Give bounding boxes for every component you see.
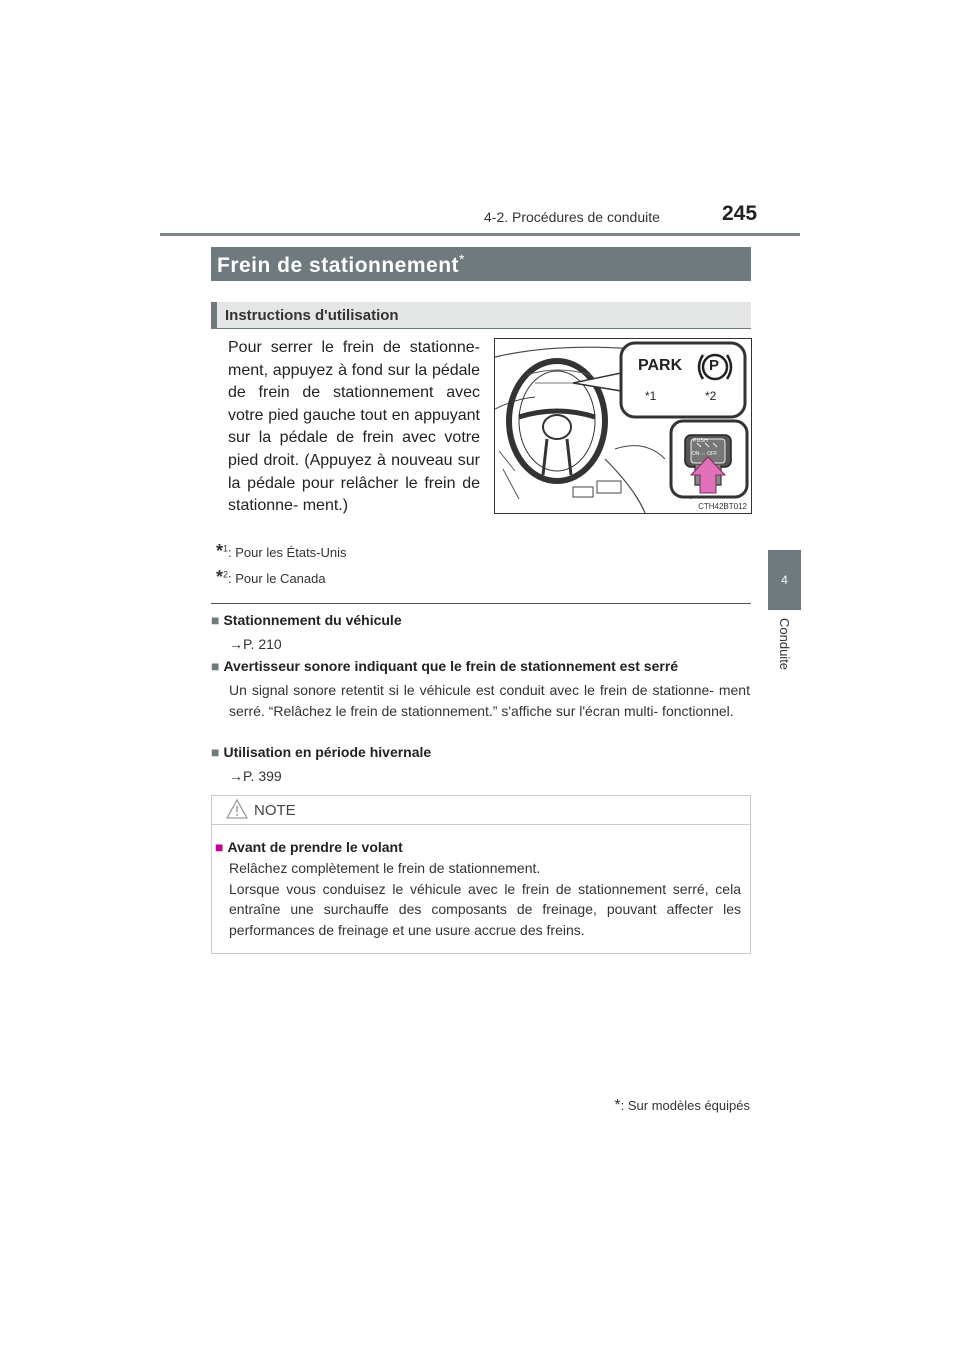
footnote-2-text: : Pour le Canada — [228, 571, 326, 586]
item-title-winter: ■ Utilisation en période hivernale — [211, 744, 432, 760]
item-body-buzzer: Un signal sonore retentit si le véhicule est conduit avec le frein de stationne- ment serré. “Relâchez le frein de stationnement.” s'affiche sur l'écran multi- fonctionnel. — [229, 682, 750, 719]
footnote-1-marker: * — [216, 541, 224, 561]
intro-paragraph: Pour serrer le frein de stationne- ment, appuyez à fond sur la pédale de frein de stationnement avec votre pied gauche tout en appuyant sur la pédale de frein avec votre pied droit. (Appuyez à nouveau sur la pédale pour relâcher le frein de stationne- ment.) — [228, 339, 480, 515]
chapter-tab-label — [768, 618, 801, 688]
item-title-parking: ■ Stationnement du véhicule — [211, 612, 402, 628]
note-line-2: Lorsque vous conduisez le véhicule avec le frein de stationnement serré, cela entraîne une surchauffe des composants de freinage, pouvant affecter les performances de freinage et une usure accrue des freins. — [229, 880, 741, 938]
note-title-text: Avant de prendre le volant — [227, 839, 403, 855]
subheading-accent — [211, 302, 217, 328]
p-brake-symbol-icon — [697, 349, 733, 385]
item-body-parking-ref: →P. 210 — [229, 636, 282, 652]
footnote-1-num: 1 — [223, 543, 229, 554]
footnote-1 — [216, 541, 347, 562]
header-rule — [160, 233, 800, 236]
section-title-text: Frein de stationnement — [217, 254, 460, 277]
item-title-winter-text: Utilisation en période hivernale — [223, 744, 432, 760]
note-line-1: Relâchez complètement le frein de stationnement. — [229, 860, 541, 876]
footnote-1-text: : Pour les États-Unis — [228, 545, 347, 560]
footer-text: : Sur modèles équipés — [620, 1098, 750, 1113]
chapter-tab-number: 4 — [768, 550, 801, 610]
section-title-marker: * — [459, 251, 465, 267]
pedal-text-onoff: ON ⇔ OFF — [692, 451, 718, 457]
item-title-buzzer: ■ Avertisseur sonore indiquant que le frein de stationnement est serré — [211, 658, 679, 674]
section-title — [217, 251, 465, 278]
running-header-section: 4-2. Procédures de conduite — [484, 209, 660, 225]
parking-brake-figure — [494, 338, 752, 514]
pedal-text-push: PUSH — [693, 438, 709, 444]
item-title-buzzer-text: Avertisseur sonore indiquant que le frein de stationnement est serré — [223, 658, 679, 674]
note-title: ■ Avant de prendre le volant — [215, 839, 403, 855]
figure-code: CTH42BT012 — [698, 502, 747, 511]
footnote-2-marker: * — [216, 567, 224, 587]
footnote-2 — [216, 567, 326, 588]
section-separator — [211, 603, 751, 604]
item-title-parking-text: Stationnement du véhicule — [223, 612, 402, 628]
note-label: NOTE — [254, 802, 296, 819]
page-number: 245 — [722, 202, 758, 225]
figure-marker-2: *2 — [705, 389, 717, 403]
footer-equipped-note — [614, 1097, 750, 1115]
p-brake-symbol-letter: P — [709, 357, 720, 374]
park-indicator-label: PARK — [638, 357, 683, 374]
subheading-text: Instructions d'utilisation — [225, 307, 399, 324]
footnote-2-num: 2 — [223, 569, 229, 580]
warning-triangle-icon — [225, 798, 249, 820]
chapter-tab-label-text: Conduite — [777, 618, 792, 671]
note-body — [229, 858, 741, 940]
item-body-winter-ref: →P. 399 — [229, 768, 282, 784]
footer-marker: * — [614, 1097, 621, 1114]
figure-marker-1: *1 — [645, 389, 657, 403]
